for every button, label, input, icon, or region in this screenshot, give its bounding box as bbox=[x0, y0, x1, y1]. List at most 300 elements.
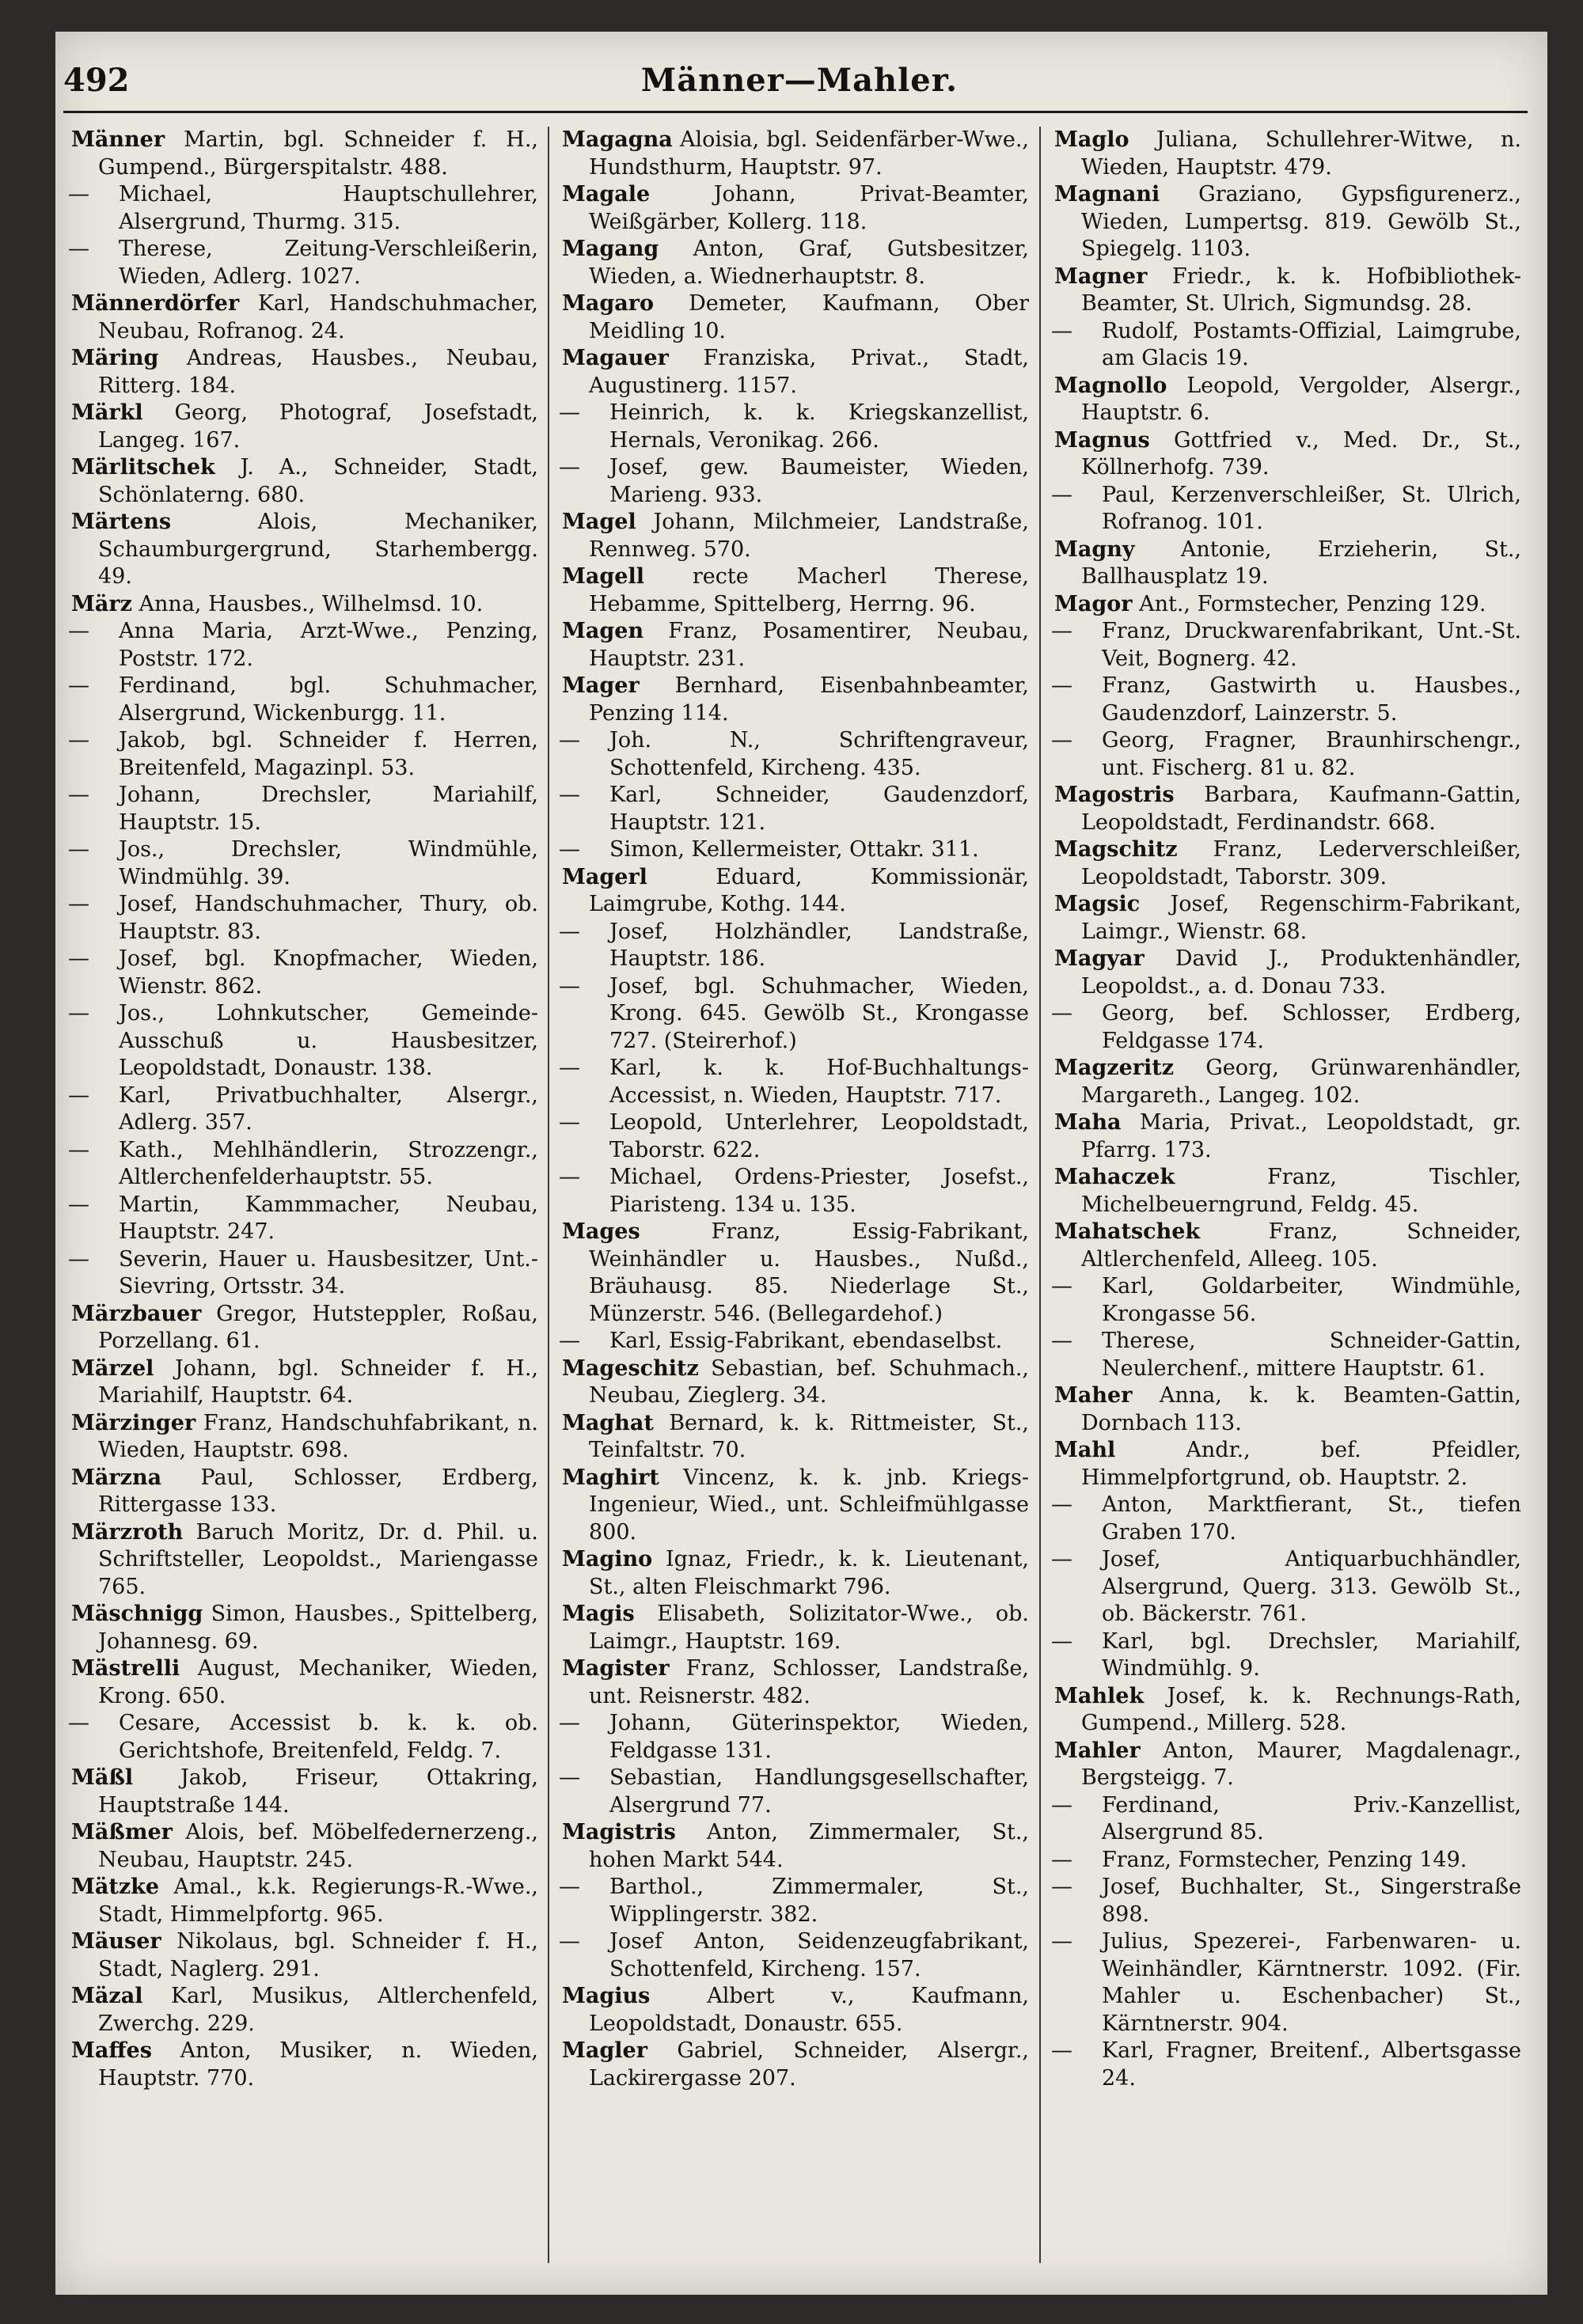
repeat-dash: — bbox=[68, 1001, 89, 1026]
repeat-dash: — bbox=[559, 973, 580, 999]
entry-details: Simon, Kellermeister, Ottakr. 311. bbox=[609, 837, 979, 862]
directory-subentry bbox=[1051, 318, 1521, 373]
surname: Magyar bbox=[1054, 946, 1145, 971]
column-left bbox=[68, 127, 538, 2263]
surname: Märzbauer bbox=[71, 1301, 202, 1326]
directory-subentry bbox=[1051, 2038, 1521, 2092]
directory-entry bbox=[562, 1546, 1029, 1601]
surname: Mäschnigg bbox=[71, 1602, 203, 1626]
surname: Mager bbox=[562, 673, 640, 698]
entry-details: Georg, Fragner, Braunhirschengr., unt. Fischerg. 81 u. 82. bbox=[1102, 728, 1521, 780]
entry-details: Cesare, Accessist b. k. k. ob. Gerichtshofe, Breitenfeld, Feldg. 7. bbox=[119, 1711, 538, 1763]
column-divider bbox=[1039, 127, 1041, 2263]
directory-subentry bbox=[68, 236, 538, 290]
directory-entry bbox=[71, 1655, 538, 1710]
entry-details: Eduard, Kommissionär, Laimgrube, Kothg. 144. bbox=[589, 864, 1029, 916]
entry-details: J. A., Schneider, Stadt, Schönlaterng. 680. bbox=[98, 455, 538, 507]
entry-details: Sebastian, bef. Schuhmach., Neubau, Zieglerg. 34. bbox=[589, 1355, 1029, 1408]
directory-entry bbox=[1054, 1382, 1521, 1437]
entry-details: Karl, Essig-Fabrikant, ebendaselbst. bbox=[609, 1329, 1003, 1353]
repeat-dash: — bbox=[1051, 1847, 1072, 1872]
directory-entry bbox=[1054, 1055, 1521, 1109]
entry-details: Gottfried v., Med. Dr., St., Köllnerhofg. 739. bbox=[1081, 427, 1521, 480]
entry-details: Therese, Schneider-Gattin, Neulerchenf., mittere Hauptstr. 61. bbox=[1102, 1329, 1521, 1381]
directory-entry bbox=[1054, 1109, 1521, 1164]
directory-entry bbox=[1054, 891, 1521, 946]
directory-entry bbox=[1054, 536, 1521, 591]
directory-entry bbox=[71, 509, 538, 591]
surname: Magauer bbox=[562, 346, 669, 370]
entry-details: Anton, Zimmermaler, St., hohen Markt 544. bbox=[589, 1820, 1029, 1872]
entry-details: Paul, Schlosser, Erdberg, Rittergasse 133. bbox=[98, 1465, 538, 1517]
surname: Mäßl bbox=[71, 1765, 134, 1790]
directory-entry bbox=[562, 1601, 1029, 1655]
entry-details: Julius, Spezerei-, Farbenwaren- u. Weinhändler, Kärntnerstr. 1092. (Fir. Mahler u. Eschenbacher) St., Kärntnerstr. 904. bbox=[1102, 1929, 1521, 2036]
surname: Magzeritz bbox=[1054, 1056, 1175, 1080]
entry-details: Anton, Maurer, Magdalenagr., Bergsteigg. 7. bbox=[1081, 1738, 1521, 1790]
repeat-dash: — bbox=[559, 1929, 580, 1954]
directory-subentry bbox=[68, 946, 538, 1000]
entry-details: Franz, Posamentirer, Neubau, Hauptstr. 231. bbox=[589, 619, 1029, 671]
entry-details: Ignaz, Friedr., k. k. Lieutenant, St., alten Fleischmarkt 796. bbox=[589, 1547, 1029, 1599]
directory-subentry bbox=[68, 673, 538, 727]
surname: Magius bbox=[562, 1984, 651, 2008]
entry-details: Ferdinand, Priv.-Kanzellist, Alsergrund 85. bbox=[1102, 1792, 1521, 1844]
surname: Magnani bbox=[1054, 182, 1160, 207]
entry-details: Franz, Schlosser, Landstraße, unt. Reisnerstr. 482. bbox=[589, 1656, 1029, 1708]
directory-entry bbox=[1054, 946, 1521, 1000]
directory-subentry bbox=[1051, 1928, 1521, 2038]
directory-subentry bbox=[559, 1765, 1029, 1819]
directory-entry bbox=[71, 1519, 538, 1602]
surname: Magschitz bbox=[1054, 837, 1178, 862]
directory-subentry bbox=[1051, 1000, 1521, 1055]
directory-subentry bbox=[559, 836, 1029, 864]
repeat-dash: — bbox=[1051, 482, 1072, 507]
entry-details: Franz, Lederverschleißer, Leopoldstadt, Taborstr. 309. bbox=[1081, 837, 1521, 889]
surname: Maha bbox=[1054, 1110, 1122, 1135]
directory-entry bbox=[1054, 263, 1521, 318]
entry-details: Martin, bgl. Schneider f. H., Gumpend., Bürgerspitalstr. 488. bbox=[98, 127, 538, 180]
repeat-dash: — bbox=[68, 1711, 89, 1735]
entry-details: Gabriel, Schneider, Alsergr., Lackirergasse 207. bbox=[589, 2038, 1029, 2091]
repeat-dash: — bbox=[1051, 728, 1072, 753]
entry-details: Gregor, Hutsteppler, Roßau, Porzellang. 61. bbox=[98, 1301, 538, 1353]
directory-subentry bbox=[1051, 1492, 1521, 1546]
entry-details: Franz, Formstecher, Penzing 149. bbox=[1102, 1847, 1467, 1872]
directory-subentry bbox=[559, 1328, 1029, 1355]
surname: Mahaczek bbox=[1054, 1165, 1175, 1189]
entry-details: Josef, Handschuhmacher, Thury, ob. Hauptstr. 83. bbox=[119, 892, 538, 944]
directory-entry bbox=[71, 290, 538, 345]
entry-details: Therese, Zeitung-Verschleißerin, Wieden, Adlerg. 1027. bbox=[119, 237, 538, 289]
directory-entry bbox=[1054, 1738, 1521, 1792]
entry-details: Franz, Essig-Fabrikant, Weinhändler u. Hausbes., Nußd., Bräuhausg. 85. Niederlage St., Münzerstr. 546. (Bellegardehof.) bbox=[589, 1219, 1029, 1326]
surname: Magor bbox=[1054, 591, 1133, 616]
directory-subentry bbox=[68, 618, 538, 673]
repeat-dash: — bbox=[559, 1875, 580, 1899]
repeat-dash: — bbox=[68, 1192, 89, 1217]
entry-details: Ferdinand, bgl. Schuhmacher, Alsergrund, Wickenburgg. 11. bbox=[119, 673, 538, 726]
entry-details: Antonie, Erzieherin, St., Ballhausplatz 19. bbox=[1081, 536, 1521, 589]
surname: Magnollo bbox=[1054, 373, 1167, 398]
surname: Magell bbox=[562, 564, 644, 589]
entry-details: Georg, Grünwarenhändler, Margareth., Langeg. 102. bbox=[1081, 1056, 1521, 1108]
directory-entry bbox=[1054, 1437, 1521, 1492]
entry-details: Franz, Schneider, Altlerchenfeld, Alleeg. 105. bbox=[1081, 1219, 1521, 1272]
repeat-dash: — bbox=[559, 1765, 580, 1790]
directory-entry bbox=[71, 1601, 538, 1655]
surname: Mages bbox=[562, 1219, 640, 1244]
directory-entry bbox=[562, 1219, 1029, 1328]
directory-entry bbox=[71, 127, 538, 181]
surname: Magistris bbox=[562, 1820, 676, 1844]
entry-details: Jos., Drechsler, Windmühle, Windmühlg. 39. bbox=[119, 837, 538, 889]
directory-entry bbox=[562, 864, 1029, 919]
directory-subentry bbox=[1051, 618, 1521, 673]
entry-details: Kath., Mehlhändlerin, Strozzengr., Altlerchenfelderhauptstr. 55. bbox=[119, 1137, 538, 1189]
entry-details: Franziska, Privat., Stadt, Augustinerg. 1157. bbox=[589, 346, 1029, 398]
entry-details: Elisabeth, Solizitator-Wwe., ob. Laimgr., Hauptstr. 169. bbox=[589, 1602, 1029, 1654]
repeat-dash: — bbox=[1051, 619, 1072, 643]
directory-entry bbox=[562, 236, 1029, 290]
repeat-dash: — bbox=[559, 837, 580, 862]
directory-entry bbox=[71, 1355, 538, 1410]
surname: Maffes bbox=[71, 2038, 152, 2063]
repeat-dash: — bbox=[68, 837, 89, 862]
repeat-dash: — bbox=[68, 673, 89, 698]
entry-details: Josef, Antiquarbuchhändler, Alsergrund, Querg. 313. Gewölb St., ob. Bäckerstr. 761. bbox=[1102, 1547, 1521, 1626]
surname: Maghat bbox=[562, 1410, 654, 1435]
repeat-dash: — bbox=[559, 400, 580, 425]
directory-subentry bbox=[559, 727, 1029, 782]
entry-details: Sebastian, Handlungsgesellschafter, Alsergrund 77. bbox=[609, 1765, 1029, 1818]
repeat-dash: — bbox=[68, 1246, 89, 1272]
directory-subentry bbox=[559, 1928, 1029, 1983]
entry-details: Bernard, k. k. Rittmeister, St., Teinfaltstr. 70. bbox=[589, 1410, 1029, 1462]
directory-subentry bbox=[1051, 1847, 1521, 1875]
directory-entry bbox=[71, 454, 538, 509]
surname: Mahler bbox=[1054, 1738, 1141, 1763]
surname: Magny bbox=[1054, 536, 1135, 562]
directory-entry bbox=[1054, 1219, 1521, 1273]
surname: Märzinger bbox=[71, 1410, 196, 1435]
entry-details: Bernhard, Eisenbahnbeamter, Penzing 114. bbox=[589, 673, 1029, 726]
directory-entry bbox=[1054, 427, 1521, 482]
entry-details: recte Macherl Therese, Hebamme, Spittelberg, Herrng. 96. bbox=[589, 564, 1029, 616]
entry-details: Alois, bef. Möbelfedernerzeng., Neubau, Hauptstr. 245. bbox=[98, 1820, 538, 1872]
page-number: 492 bbox=[63, 62, 130, 99]
directory-entry bbox=[71, 345, 538, 400]
entry-details: Andreas, Hausbes., Neubau, Ritterg. 184. bbox=[98, 346, 538, 398]
directory-subentry bbox=[559, 1055, 1029, 1109]
directory-entry bbox=[562, 509, 1029, 563]
entry-details: Anna Maria, Arzt-Wwe., Penzing, Poststr. 172. bbox=[119, 619, 538, 671]
repeat-dash: — bbox=[559, 783, 580, 807]
repeat-dash: — bbox=[1051, 1628, 1072, 1654]
entry-details: Karl, Schneider, Gaudenzdorf, Hauptstr. 121. bbox=[609, 783, 1029, 835]
directory-entry bbox=[71, 1819, 538, 1874]
directory-entry bbox=[71, 1465, 538, 1519]
directory-subentry bbox=[559, 1710, 1029, 1765]
entry-details: Vincenz, k. k. jnb. Kriegs-Ingenieur, Wied., unt. Schleifmühlgasse 800. bbox=[589, 1465, 1029, 1545]
entry-details: Joh. N., Schriftengraveur, Schottenfeld, Kircheng. 435. bbox=[609, 728, 1029, 780]
directory-subentry bbox=[1051, 1628, 1521, 1683]
repeat-dash: — bbox=[68, 237, 89, 261]
surname: Mäzal bbox=[71, 1984, 143, 2008]
directory-entry bbox=[562, 2038, 1029, 2092]
entry-details: Amal., k.k. Regierungs-R.-Wwe., Stadt, Himmelpfortg. 965. bbox=[98, 1875, 538, 1927]
directory-entry bbox=[562, 1655, 1029, 1710]
directory-subentry bbox=[559, 919, 1029, 973]
directory-entry bbox=[562, 1465, 1029, 1547]
entry-details: Paul, Kerzenverschleißer, St. Ulrich, Rofranog. 101. bbox=[1102, 482, 1521, 534]
directory-entry bbox=[562, 563, 1029, 618]
page-title: Männer—Mahler. bbox=[640, 62, 959, 99]
surname: Märlitschek bbox=[71, 455, 215, 480]
entry-details: Johann, bgl. Schneider f. H., Mariahilf, Hauptstr. 64. bbox=[98, 1355, 538, 1408]
entry-details: Anton, Graf, Gutsbesitzer, Wieden, a. Wiednerhauptstr. 8. bbox=[589, 237, 1029, 289]
directory-entry bbox=[71, 1410, 538, 1465]
entry-details: Michael, Hauptschullehrer, Alsergrund, Thurmg. 315. bbox=[119, 182, 538, 234]
repeat-dash: — bbox=[1051, 673, 1072, 698]
repeat-dash: — bbox=[559, 455, 580, 480]
directory-entry bbox=[562, 1983, 1029, 2038]
surname: Männer bbox=[71, 127, 165, 152]
directory-subentry bbox=[68, 181, 538, 236]
surname: Mätzke bbox=[71, 1875, 160, 1899]
directory-subentry bbox=[68, 1137, 538, 1192]
entry-details: Alois, Mechaniker, Schaumburgergrund, Starhembergg. 49. bbox=[98, 510, 538, 589]
repeat-dash: — bbox=[68, 892, 89, 916]
column-divider bbox=[548, 127, 549, 2263]
repeat-dash: — bbox=[559, 1110, 580, 1135]
repeat-dash: — bbox=[559, 728, 580, 753]
repeat-dash: — bbox=[559, 1165, 580, 1189]
surname: Mäuser bbox=[71, 1929, 161, 1954]
directory-subentry bbox=[559, 454, 1029, 509]
repeat-dash: — bbox=[559, 1056, 580, 1080]
repeat-dash: — bbox=[68, 946, 89, 971]
entry-details: Aloisia, bgl. Seidenfärber-Wwe., Hundsthurm, Hauptstr. 97. bbox=[589, 127, 1029, 180]
repeat-dash: — bbox=[1051, 2038, 1072, 2063]
entry-details: Albert v., Kaufmann, Leopoldstadt, Donaustr. 655. bbox=[589, 1984, 1029, 2036]
directory-entry bbox=[71, 1983, 538, 2038]
surname: Mahatschek bbox=[1054, 1219, 1201, 1244]
entry-details: Friedr., k. k. Hofbibliothek-Beamter, St. Ulrich, Sigmundsg. 28. bbox=[1081, 263, 1521, 316]
column-right bbox=[1051, 127, 1521, 2263]
entry-details: Jakob, bgl. Schneider f. Herren, Breitenfeld, Magazinpl. 53. bbox=[119, 728, 538, 780]
entry-details: Rudolf, Postamts-Offizial, Laimgrube, am Glacis 19. bbox=[1102, 318, 1521, 370]
entry-details: Georg, bef. Schlosser, Erdberg, Feldgasse 174. bbox=[1102, 1001, 1521, 1053]
directory-subentry bbox=[1051, 1546, 1521, 1628]
surname: Mahlek bbox=[1054, 1683, 1145, 1708]
entry-details: Josef, Regenschirm-Fabrikant, Laimgr., Wienstr. 68. bbox=[1081, 892, 1521, 944]
entry-details: Ant., Formstecher, Penzing 129. bbox=[1139, 591, 1486, 616]
surname: Maglo bbox=[1054, 127, 1129, 152]
directory-page bbox=[55, 32, 1547, 2295]
repeat-dash: — bbox=[1051, 1875, 1072, 1899]
surname: Märkl bbox=[71, 400, 143, 425]
surname: Märzna bbox=[71, 1465, 162, 1490]
surname: Märtens bbox=[71, 510, 172, 534]
directory-entry bbox=[1054, 591, 1521, 619]
surname: Magino bbox=[562, 1547, 653, 1571]
repeat-dash: — bbox=[559, 1329, 580, 1353]
entry-details: Andr., bef. Pfeidler, Himmelpfortgrund, ob. Hauptstr. 2. bbox=[1081, 1438, 1521, 1490]
directory-entry bbox=[1054, 782, 1521, 836]
column-middle bbox=[559, 127, 1029, 2263]
header-rule bbox=[63, 111, 1528, 113]
directory-entry bbox=[1054, 181, 1521, 263]
entry-details: Franz, Gastwirth u. Hausbes., Gaudenzdorf, Lainzerstr. 5. bbox=[1102, 673, 1521, 726]
directory-subentry bbox=[1051, 1874, 1521, 1928]
entry-details: Josef, gew. Baumeister, Wieden, Marieng. 933. bbox=[609, 455, 1029, 507]
directory-subentry bbox=[68, 836, 538, 891]
directory-subentry bbox=[559, 973, 1029, 1056]
directory-entry bbox=[71, 1765, 538, 1819]
entry-details: Josef, Holzhändler, Landstraße, Hauptstr. 186. bbox=[609, 919, 1029, 971]
repeat-dash: — bbox=[1051, 1329, 1072, 1353]
directory-entry bbox=[562, 673, 1029, 727]
directory-entry bbox=[71, 1928, 538, 1983]
directory-subentry bbox=[68, 782, 538, 836]
entry-details: Juliana, Schullehrer-Witwe, n. Wieden, Hauptstr. 479. bbox=[1081, 127, 1521, 180]
repeat-dash: — bbox=[68, 1082, 89, 1108]
repeat-dash: — bbox=[68, 783, 89, 807]
directory-entry bbox=[71, 400, 538, 454]
directory-subentry bbox=[559, 400, 1029, 454]
repeat-dash: — bbox=[68, 1137, 89, 1162]
entry-details: Heinrich, k. k. Kriegskanzellist, Hernals, Veronikag. 266. bbox=[609, 400, 1029, 453]
entry-details: Nikolaus, bgl. Schneider f. H., Stadt, Naglerg. 291. bbox=[98, 1929, 538, 1981]
directory-entry bbox=[71, 1874, 538, 1928]
directory-subentry bbox=[1051, 1328, 1521, 1382]
entry-details: Johann, Güterinspektor, Wieden, Feldgasse 131. bbox=[609, 1711, 1029, 1763]
directory-entry bbox=[562, 345, 1029, 400]
surname: Märzel bbox=[71, 1355, 154, 1381]
entry-details: Johann, Privat-Beamter, Weißgärber, Kollerg. 118. bbox=[589, 182, 1029, 234]
surname: Märing bbox=[71, 346, 159, 370]
surname: Magis bbox=[562, 1602, 635, 1626]
entry-details: Josef, Buchhalter, St., Singerstraße 898. bbox=[1102, 1875, 1521, 1927]
repeat-dash: — bbox=[1051, 1492, 1072, 1517]
directory-subentry bbox=[1051, 1792, 1521, 1847]
entry-details: Georg, Photograf, Josefstadt, Langeg. 167. bbox=[98, 400, 538, 453]
directory-entry bbox=[1054, 373, 1521, 427]
entry-details: Karl, Musikus, Altlerchenfeld, Zwerchg. 229. bbox=[98, 1984, 538, 2036]
directory-entry bbox=[1054, 836, 1521, 891]
directory-entry bbox=[1054, 127, 1521, 181]
repeat-dash: — bbox=[68, 182, 89, 207]
surname: Mahl bbox=[1054, 1438, 1116, 1462]
surname: Magagna bbox=[562, 127, 673, 152]
entry-details: Barbara, Kaufmann-Gattin, Leopoldstadt, Ferdinandstr. 668. bbox=[1081, 783, 1521, 835]
directory-subentry bbox=[68, 1082, 538, 1137]
entry-details: Martin, Kammmacher, Neubau, Hauptstr. 247. bbox=[119, 1192, 538, 1244]
entry-details: Graziano, Gypsfigurenerz., Wieden, Lumpertsg. 819. Gewölb St., Spiegelg. 1103. bbox=[1081, 182, 1521, 261]
entry-details: August, Mechaniker, Wieden, Krong. 650. bbox=[98, 1656, 538, 1708]
directory-subentry bbox=[68, 1000, 538, 1082]
surname: Magler bbox=[562, 2038, 647, 2063]
entry-details: Johann, Drechsler, Mariahilf, Hauptstr. 15. bbox=[119, 783, 538, 835]
repeat-dash: — bbox=[1051, 1929, 1072, 1954]
entry-details: Maria, Privat., Leopoldstadt, gr. Pfarrg. 173. bbox=[1081, 1110, 1521, 1162]
entry-details: Karl, bgl. Drechsler, Mariahilf, Windmühlg. 9. bbox=[1102, 1628, 1521, 1681]
entry-details: Karl, Privatbuchhalter, Alsergr., Adlerg. 357. bbox=[119, 1082, 538, 1135]
directory-subentry bbox=[559, 1109, 1029, 1164]
entry-details: Josef, bgl. Schuhmacher, Wieden, Krong. 645. Gewölb St., Krongasse 727. (Steirerhof.) bbox=[609, 973, 1029, 1053]
entry-details: Jakob, Friseur, Ottakring, Hauptstraße 144. bbox=[98, 1765, 538, 1818]
entry-details: Anton, Marktfierant, St., tiefen Graben 170. bbox=[1102, 1492, 1521, 1545]
entry-details: Franz, Druckwarenfabrikant, Unt.-St. Veit, Bognerg. 42. bbox=[1102, 619, 1521, 671]
directory-entry bbox=[1054, 1164, 1521, 1219]
entry-details: Anton, Musiker, n. Wieden, Hauptstr. 770. bbox=[98, 2038, 538, 2091]
entry-details: David J., Produktenhändler, Leopoldst., a. d. Donau 733. bbox=[1081, 946, 1521, 999]
directory-subentry bbox=[559, 1874, 1029, 1928]
entry-details: Karl, Handschuhmacher, Neubau, Rofranog. 24. bbox=[98, 291, 538, 343]
directory-entry bbox=[71, 591, 538, 619]
repeat-dash: — bbox=[1051, 318, 1072, 343]
page-header bbox=[63, 62, 1536, 109]
entry-details: Johann, Milchmeier, Landstraße, Rennweg. 570. bbox=[589, 510, 1029, 562]
entry-details: Franz, Tischler, Michelbeuerngrund, Feldg. 45. bbox=[1081, 1165, 1521, 1217]
directory-subentry bbox=[68, 891, 538, 946]
directory-subentry bbox=[559, 1164, 1029, 1219]
surname: Magel bbox=[562, 510, 636, 534]
surname: Maghirt bbox=[562, 1465, 659, 1490]
repeat-dash: — bbox=[559, 1711, 580, 1735]
directory-subentry bbox=[1051, 673, 1521, 727]
entry-details: Leopold, Vergolder, Alsergr., Hauptstr. 6. bbox=[1081, 373, 1521, 425]
entry-details: Josef, k. k. Rechnungs-Rath, Gumpend., Millerg. 528. bbox=[1081, 1683, 1521, 1735]
directory-entry bbox=[562, 1410, 1029, 1465]
directory-subentry bbox=[1051, 482, 1521, 536]
repeat-dash: — bbox=[1051, 1792, 1072, 1818]
surname: Magnus bbox=[1054, 427, 1150, 453]
surname: Magostris bbox=[1054, 783, 1175, 807]
surname: März bbox=[71, 591, 132, 616]
directory-entry bbox=[562, 618, 1029, 673]
directory-subentry bbox=[68, 1710, 538, 1765]
repeat-dash: — bbox=[1051, 1547, 1072, 1571]
surname: Magister bbox=[562, 1656, 670, 1681]
entry-details: Karl, Goldarbeiter, Windmühle, Krongasse 56. bbox=[1102, 1274, 1521, 1326]
entry-details: Anna, k. k. Beamten-Gattin, Dornbach 113. bbox=[1081, 1383, 1521, 1435]
surname: Magaro bbox=[562, 291, 654, 316]
directory-subentry bbox=[559, 782, 1029, 836]
repeat-dash: — bbox=[68, 728, 89, 753]
surname: Magner bbox=[1054, 263, 1148, 289]
entry-details: Franz, Handschuhfabrikant, n. Wieden, Hauptstr. 698. bbox=[98, 1410, 538, 1462]
entry-details: Karl, k. k. Hof-Buchhaltungs-Accessist, n. Wieden, Hauptstr. 717. bbox=[609, 1056, 1029, 1108]
directory-entry bbox=[71, 2038, 538, 2092]
directory-subentry bbox=[68, 727, 538, 782]
entry-details: Josef Anton, Seidenzeugfabrikant, Schottenfeld, Kircheng. 157. bbox=[609, 1929, 1029, 1981]
directory-entry bbox=[562, 1819, 1029, 1874]
entry-details: Leopold, Unterlehrer, Leopoldstadt, Taborstr. 622. bbox=[609, 1110, 1029, 1162]
surname: Magsic bbox=[1054, 892, 1141, 916]
repeat-dash: — bbox=[1051, 1001, 1072, 1026]
surname: Magen bbox=[562, 619, 644, 643]
surname: Mäßmer bbox=[71, 1820, 173, 1844]
entry-details: Barthol., Zimmermaler, St., Wipplingerstr. 382. bbox=[609, 1875, 1029, 1927]
directory-entry bbox=[71, 1301, 538, 1355]
entry-details: Severin, Hauer u. Hausbesitzer, Unt.-Sievring, Ortsstr. 34. bbox=[119, 1246, 538, 1298]
surname: Männerdörfer bbox=[71, 291, 240, 316]
surname: Mageschitz bbox=[562, 1355, 699, 1381]
directory-entry bbox=[562, 127, 1029, 181]
